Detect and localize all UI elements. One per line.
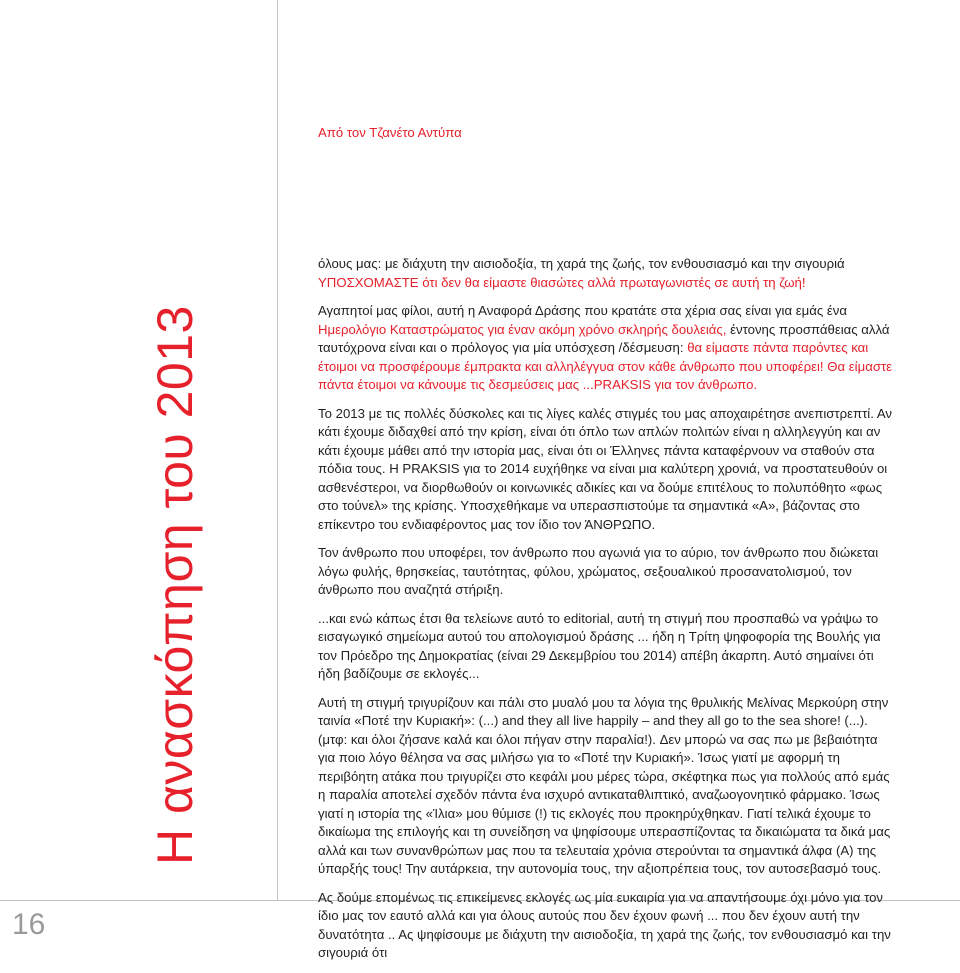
page-number: 16	[12, 908, 46, 941]
vertical-title: Η ανασκόπηση του 2013	[147, 305, 203, 865]
greeting-text-1: Αγαπητοί μας φίλοι, αυτή η Αναφορά Δράσης που κρατάτε στα χέρια σας είναι για εμάς ένα	[318, 303, 847, 318]
paragraph-editorial: ...και ενώ κάπως έτσι θα τελείωνε αυτό το editorial, αυτή τη στιγμή που προσπαθώ να γράψω το εισαγωγικό σημείωμα αυτού του απολογισμού δράσης ... ήδη η Τρίτη ψηφοφορία της Βουλής για τον Πρόεδρο της Δημοκρατίας (είναι 29 Δεκεμβρίου του 2014) απέβη άκαρπη. Αυτό σημαίνει ότι ήδη βαδίζουμε σε εκλογές...	[318, 610, 881, 681]
vertical-rule	[277, 0, 278, 900]
paragraph-elections: Ας δούμε επομένως τις επικείμενες εκλογές ως μία ευκαιρία για να απαντήσουμε όχι μόνο για τον ίδιο μας τον εαυτό αλλά και για όλους αυτούς που δεν έχουν φωνή ... που δεν έχουν αυτή την δυνατότητα .. Ας ψηφίσουμε με διάχυτη την αισιοδοξία, τη χαρά της ζωής, τον ενθουσιασμό και την σιγουριά ότι	[318, 889, 891, 960]
greeting-highlight-1: Ημερολόγιο Καταστρώματος για έναν ακόμη χρόνο σκληρής δουλειάς,	[318, 321, 727, 337]
article-body	[318, 255, 896, 973]
greeting-highlight-2: θα είμαστε πάντα παρόντες και έτοιμοι να προσφέρουμε έμπρακτα και αλληλέγγυα στον κάθε άνθρωπο που υποφέρει! Θα είμαστε πάντα έτοιμοι να κάνουμε τις δεσμεύσεις μας ...PRAKSIS για τον άνθρωπο.	[318, 340, 893, 392]
paragraph-2013: Το 2013 με τις πολλές δύσκολες και τις λίγες καλές στιγμές του μας αποχαιρέτησε ανεπιστρεπτί. Αν κάτι έχουμε διδαχθεί από την κρίση, είναι ότι όπλο των απλών πολιτών είναι η αλληλεγγύη και αν κάτι έχουμε μάθει από την ιστορία μας, είναι ότι οι Έλληνες πάντα καταφέρνουν να σταθούν στα πόδια τους. Η PRAKSIS για το 2014 ευχήθηκε να είναι μια καλύτερη χρονιά, να προστατευθούν οι ασθενέστεροι, να διορθωθούν οι κοινωνικές αδικίες και να δούμε επιτέλους το πολυπόθητο «φως στο τούνελ» της κρίσης. Υποσχεθήκαμε να υπερασπιστούμε τα σημαντικά «Α», βάζοντας στο επίκεντρο του ενδιαφέροντος μας τον ίδιο τον ΆΝΘΡΩΠΟ.	[318, 405, 892, 532]
paragraph-human: Τον άνθρωπο που υποφέρει, τον άνθρωπο που αγωνιά για το αύριο, τον άνθρωπο που διώκεται λόγω φυλής, θρησκείας, ταυτότητας, φύλου, χρώματος, σεξουαλικού προσανατολισμού, τον άνθρωπο που αναζητά στήριξη.	[318, 545, 879, 597]
greeting-text-2: έντονης προσπάθειας αλλά ταυτόχρονα είναι και ο πρόλογος για μία υπόσχεση /δέσμευση:	[318, 321, 890, 355]
intro-promise: ΥΠΟΣΧΟΜΑΣΤΕ ότι δεν θα είμαστε θιασώτες αλλά πρωταγωνιστές σε αυτή τη ζωή!	[318, 274, 806, 290]
author-line: Από τον Τζανέτο Αντύπα	[318, 125, 462, 140]
paragraph-greeting	[318, 302, 896, 395]
paragraph-merkouri: Αυτή τη στιγμή τριγυρίζουν και πάλι στο μυαλό μου τα λόγια της θρυλικής Μελίνας Μερκούρη στην ταινία «Ποτέ την Κυριακή»: (...) and they all live happily – and they all go to the sea shore! (...). (μτφ: και όλοι ζήσανε καλά και όλοι πήγαν στην παραλία!). Δεν μπορώ να σας πω με βεβαιότητα για ποιο λόγο θέλησα να σας μιλήσω για το «Ποτέ την Κυριακή». Ίσως γιατί με αφορμή τη περιβόητη ατάκα που τριγυρίζει στο κεφάλι μου μέρες τώρα, σκέφτηκα πως για πολλούς από εμάς η παραλία αποτελεί σχεδόν πάντα ένα ισχυρό αντικαταθλιπτικό, αναζωογονητικό φάρμακο. Ίσως γιατί η ιστορία της «Ίλια» μου θύμισε (!) τις εκλογές που προκηρύχθηκαν. Γιατί τελικά έχουμε το δικαίωμα της επιλογής και τη συνείδηση να ψηφίσουμε υπερασπίζοντας τα δικαιώματα τα δικά μας αλλά και των συνανθρώπων μας που τα τελευταία χρόνια στερούνται τα σημαντικά άλφα (Α) της ύπαρξής τους! Την αυτάρκεια, την αυτονομία τους, την αξιοπρέπεια τους, τον αυτοσεβασμό τους.	[318, 694, 891, 876]
paragraph-intro	[318, 255, 896, 292]
intro-text: όλους μας: με διάχυτη την αισιοδοξία, τη χαρά της ζωής, τον ενθουσιασμό και την σιγουριά	[318, 256, 845, 271]
